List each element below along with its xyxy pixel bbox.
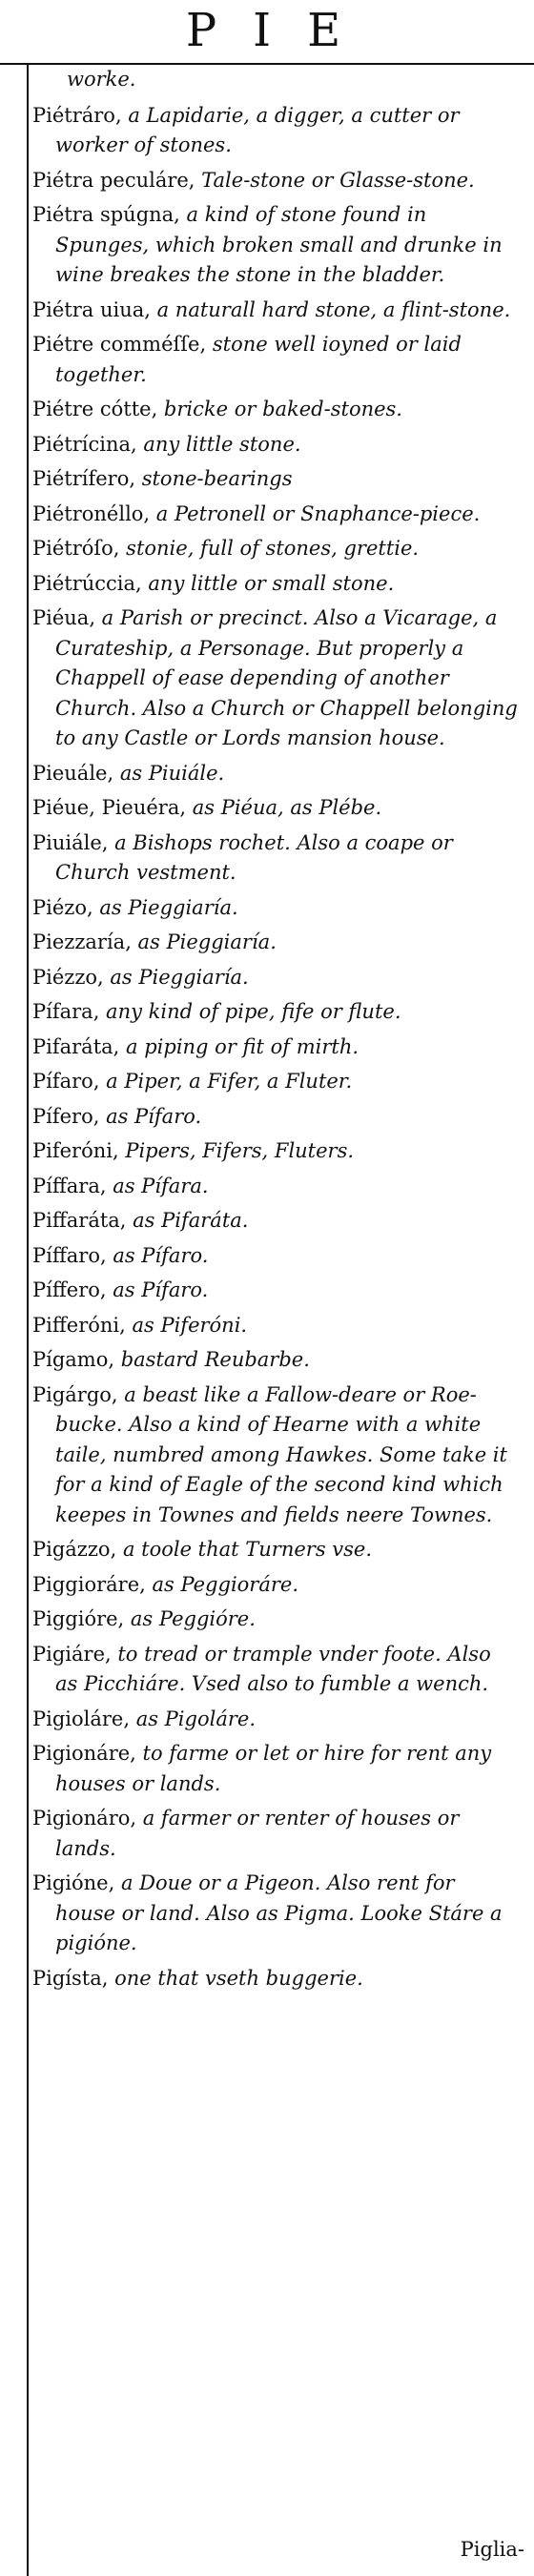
entry-definition: one that vseth buggerie. [108,1966,363,1990]
dictionary-entry [32,101,519,161]
dictionary-entry [32,534,519,564]
entry-headword: Piétre comméſſe, [32,333,207,356]
dictionary-entry [32,1804,519,1864]
dictionary-entry [32,1136,519,1167]
entry-definition: as Pífaro. [106,1243,209,1267]
entry-headword: Piétra peculáre, [32,168,195,192]
dictionary-entry [32,1380,519,1531]
entry-headword: Pigísta, [32,1966,109,1990]
entry-definition: as Pifaráta. [126,1209,249,1232]
entry-definition: stonie, full of stones, grettie. [119,537,420,560]
dictionary-entry [32,1705,519,1735]
entry-definition: as Pieggiaría. [103,965,249,989]
entry-definition: as Pieggiaría. [92,895,238,919]
dictionary-entry [32,1206,519,1237]
dictionary-entry [32,166,519,196]
dictionary-entry [32,200,519,291]
entry-headword: Pígamo, [32,1348,115,1371]
entry-headword: Piézo, [32,895,93,919]
entry-headword: Piezzaría, [32,930,132,953]
entry-headword: Piétrúccia, [32,571,142,595]
catchword: Piglia- [460,2538,524,2561]
dictionary-entry [32,1535,519,1565]
dictionary-entry [32,793,519,824]
entry-headword: Piétrícina, [32,432,137,456]
entry-definition: as Peggióre. [124,1607,256,1630]
entry-definition: a beast like a Fallow-deare or Roe-bucke. Also a kind of Hearne with a white taile, numbred among Hawkes. Some take it for a kind of Eagle of the second kind which keepes in Townes and fields neere Townes. [55,1382,507,1526]
entry-headword: Pigiáre, [32,1642,112,1666]
entry-definition: bricke or baked-stones. [157,398,402,420]
entry-definition: a Bishops rochet. Also a coape or Church vestment. [55,830,453,884]
entry-headword: Piétrífero, [32,467,136,490]
entry-definition: as Pífaro. [99,1104,202,1128]
dictionary-entry [32,1869,519,1959]
entry-headword: Piétronéllo, [32,501,151,525]
dictionary-entry [32,1739,519,1799]
entry-headword: Píffero, [32,1278,107,1301]
page-title: PIE [185,4,378,57]
entry-headword: Piétráro, [32,103,122,127]
entry-continuation [32,65,519,95]
dictionary-entry [32,1640,519,1700]
entry-headword: Pigázzo, [32,1538,117,1561]
entry-definition: as Pigoláre. [130,1707,256,1730]
dictionary-entry [32,759,519,789]
entry-headword: Píffara, [32,1174,107,1197]
entry-definition: bastard Reubarbe. [114,1348,310,1371]
entry-headword: Piffaráta, [32,1209,127,1232]
entry-definition: a naturall hard stone, a flint-stone. [150,297,511,321]
entry-headword: Piéua, [32,606,95,629]
entry-definition: as Pieggiaría. [131,930,277,953]
entry-definition: a Lapidarie, a digger, a cutter or worker of stones. [55,103,460,156]
entry-headword: Piggioráre, [32,1572,146,1596]
entry-headword: Pigioláre, [32,1707,131,1730]
dictionary-entry [32,464,519,495]
page-header [0,0,534,65]
entry-definition: stone-bearings [135,467,293,490]
entry-definition: stone well ioyned or laid together. [55,333,462,386]
entry-headword: Pigárgo, [32,1382,118,1406]
entry-definition: as Piuiále. [113,761,225,785]
entry-headword: Pífara, [32,1000,100,1023]
entry-headword: Piétre cótte, [32,398,158,420]
dictionary-entry [32,1067,519,1097]
dictionary-entry [32,1032,519,1063]
dictionary-entry [32,603,519,754]
entry-definition: a piping or fit of mirth. [119,1034,359,1058]
dictionary-entry [32,928,519,958]
dictionary-entry [32,1241,519,1272]
dictionary-entry [32,997,519,1028]
entry-headword: Píffaro, [32,1243,107,1267]
dictionary-entry [32,1605,519,1635]
entry-headword: Piuiále, [32,830,109,854]
entry-definition: Tale-stone or Glasse-stone. [195,168,475,192]
dictionary-entry [32,296,519,326]
entry-headword: Pifaráta, [32,1034,120,1058]
dictionary-entries [32,65,519,1998]
entry-definition: as Pífara. [106,1174,209,1197]
entry-definition: a Doue or a Pigeon. Also rent for house or land. Also as Pigma. Looke Stáre a pigióne. [55,1871,503,1954]
entry-definition: a Piper, a Fifer, a Fluter. [99,1070,353,1093]
entry-headword: Pigióne, [32,1871,115,1894]
dictionary-entry [32,963,519,993]
entry-headword: Pieuále, [32,761,114,785]
entry-headword: Pífero, [32,1104,100,1128]
entry-headword: Pigionáre, [32,1742,136,1765]
dictionary-entry [32,500,519,530]
entry-definition: as Piéua, as Plébe. [186,796,382,819]
entry-definition: a toole that Turners vse. [116,1538,373,1561]
entry-headword: Piétróſo, [32,537,120,560]
entry-definition: any little stone. [136,432,301,456]
entry-headword: Piéue, Pieuéra, [32,796,187,819]
entry-headword: Piferóni, [32,1139,119,1162]
dictionary-entry [32,1102,519,1133]
entry-headword: Piétra spúgna, [32,203,180,226]
entry-definition: to farme or let or hire for rent any houses or lands. [55,1742,492,1795]
entry-definition: a farmer or renter of houses or lands. [55,1807,460,1860]
entry-definition: any kind of pipe, fife or flute. [99,1000,401,1023]
entry-headword: Pifferóni, [32,1313,126,1337]
dictionary-entry [32,1276,519,1306]
entry-headword: Piézzo, [32,965,104,989]
dictionary-entry [32,828,519,889]
dictionary-entry [32,1172,519,1202]
dictionary-entry [32,569,519,600]
entry-headword: Pífaro, [32,1070,100,1093]
dictionary-entry [32,430,519,460]
dictionary-entry [32,1570,519,1601]
entry-headword: Pigionáro, [32,1807,137,1830]
entry-definition: worke. [67,68,136,91]
entry-headword: Piggióre, [32,1607,125,1630]
dictionary-entry [32,1345,519,1376]
entry-definition: a Petronell or Snaphance-piece. [150,501,481,525]
entry-definition: a Parish or precinct. Also a Vicarage, a Curateship, a Personage. But properly a Chappell of ease depending of another Church. Also a Church or Chappell belonging to any Castle or Lords mansion house. [55,606,518,749]
entry-definition: as Piferóni. [125,1313,248,1337]
dictionary-entry [32,1964,519,1994]
entry-definition: as Peggioráre. [145,1572,299,1596]
dictionary-entry [32,395,519,425]
dictionary-entry [32,330,519,390]
entry-definition: a kind of stone found in Spunges, which broken small and drunke in wine breakes the stone in the bladder. [55,203,503,286]
column-rule [27,63,29,2576]
entry-definition: any little or small stone. [141,571,395,595]
entry-definition: to tread or trample vnder foote. Also as Picchiáre. Vsed also to fumble a wench. [55,1642,491,1695]
entry-definition: as Pífaro. [106,1278,209,1301]
dictionary-entry [32,893,519,924]
dictionary-entry [32,1311,519,1341]
entry-headword: Piétra uiua, [32,297,151,321]
entry-definition: Pipers, Fifers, Fluters. [118,1139,355,1162]
